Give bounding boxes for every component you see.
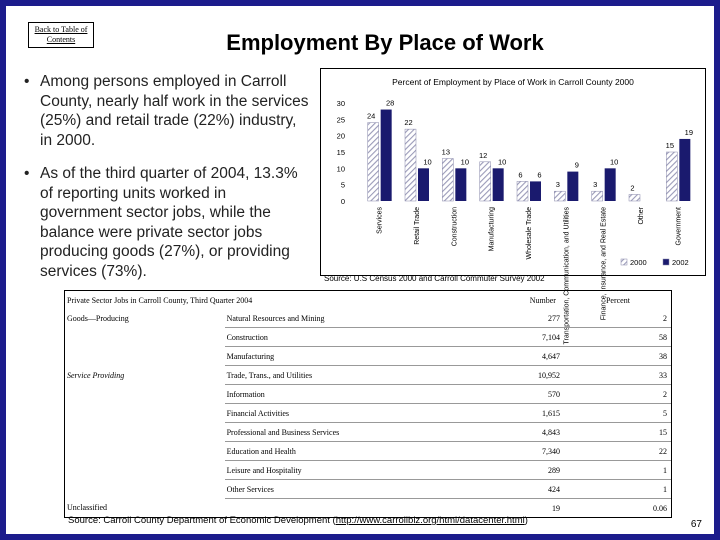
industry-cell: Natural Resources and Mining xyxy=(225,309,453,328)
group-cell xyxy=(65,328,225,347)
number-cell: 7,340 xyxy=(453,442,566,461)
group-cell: Unclassified xyxy=(67,503,107,513)
y-tick-label: 15 xyxy=(336,148,345,157)
chart-title: Percent of Employment by Place of Work in Carroll County 2000 xyxy=(392,77,634,87)
industry-cell: Trade, Trans., and Utilities xyxy=(225,366,453,385)
data-label-2000: 2 xyxy=(630,183,635,193)
x-category-label: Government xyxy=(675,207,683,246)
legend-label: 2000 xyxy=(630,258,647,267)
table-row xyxy=(65,461,671,480)
y-tick-label: 5 xyxy=(340,180,345,190)
bar-2000 xyxy=(592,191,603,201)
number-cell: 289 xyxy=(453,461,566,480)
table-row xyxy=(65,480,671,499)
percent-cell: 38 xyxy=(566,347,671,366)
bar-2002 xyxy=(567,172,578,201)
footer-source xyxy=(68,515,528,526)
data-label-2000: 22 xyxy=(404,118,413,128)
industry-cell: Manufacturing xyxy=(225,347,453,366)
y-tick-label: 0 xyxy=(340,197,345,206)
y-tick-label: 25 xyxy=(336,115,345,125)
percent-cell: 2 xyxy=(566,385,671,404)
table-row xyxy=(65,385,671,404)
table-title: Private Sector Jobs in Carroll County, Third Quarter 2004 xyxy=(67,295,253,305)
x-category-label: Manufacturing xyxy=(488,207,496,252)
group-cell xyxy=(65,385,225,404)
table-row xyxy=(65,442,671,461)
percent-cell: 1 xyxy=(566,461,671,480)
data-label-2002: 10 xyxy=(609,157,619,167)
footer-source-prefix: Source: Carroll County Department of Economic Development ( xyxy=(68,515,336,526)
number-cell: 4,843 xyxy=(453,423,566,442)
industry-cell: Other Services xyxy=(225,480,453,499)
table-row xyxy=(65,309,671,328)
bar-2002 xyxy=(679,139,690,201)
x-category-label: Transportation, Communication, and Utilities xyxy=(563,207,571,345)
industry-cell: Financial Activities xyxy=(225,404,453,423)
industry-cell: Professional and Business Services xyxy=(225,423,453,442)
bar-2000 xyxy=(480,162,491,201)
number-cell: 1,615 xyxy=(453,404,566,423)
bar-2000 xyxy=(442,159,453,201)
legend-swatch xyxy=(663,259,669,265)
bar-2000 xyxy=(666,152,677,201)
x-category-label: Construction xyxy=(451,207,459,247)
data-label-2000: 15 xyxy=(665,141,675,150)
data-label-2002: 10 xyxy=(497,157,507,167)
bar-2000 xyxy=(368,123,379,201)
table-row xyxy=(65,328,671,347)
table-row xyxy=(65,347,671,366)
percent-cell: 1 xyxy=(566,480,671,499)
percent-cell: 58 xyxy=(566,328,671,347)
data-label-2000: 6 xyxy=(518,170,523,180)
group-cell xyxy=(65,404,225,423)
x-category-label: Wholesale Trade xyxy=(526,207,533,260)
percent-cell: 15 xyxy=(566,423,671,442)
bar-2000 xyxy=(405,129,416,201)
bar-2002 xyxy=(418,168,429,201)
data-label-2002: 10 xyxy=(423,157,432,167)
page-title: Employment By Place of Work xyxy=(226,30,544,55)
bar-2002 xyxy=(493,168,504,201)
x-category-label: Other xyxy=(638,207,645,225)
x-category-label: Services xyxy=(376,207,384,234)
number-cell: 19 xyxy=(551,503,560,513)
percent-cell: 5 xyxy=(566,404,671,423)
industry-cell: Education and Health xyxy=(225,442,453,461)
group-cell xyxy=(65,423,225,442)
percent-cell: 0.06 xyxy=(653,503,667,513)
group-cell: Service Providing xyxy=(67,370,125,380)
bar-2002 xyxy=(381,110,392,201)
page-number: 67 xyxy=(690,519,702,530)
percent-cell: 2 xyxy=(566,309,671,328)
bar-2000 xyxy=(554,191,565,201)
y-tick-label: 10 xyxy=(336,164,345,174)
table-header-row xyxy=(65,291,671,309)
bullet-item: • Among persons employed in Carroll County, nearly half work in the services (25%) and retail trade (22%) industry, in 2000. xyxy=(20,72,312,150)
bar-2000 xyxy=(517,181,528,201)
column-header-percent: Percent xyxy=(605,295,630,305)
number-cell: 570 xyxy=(453,385,566,404)
number-cell: 277 xyxy=(453,309,566,328)
data-label-2002: 9 xyxy=(574,160,579,170)
number-cell: 7,104 xyxy=(453,328,566,347)
private-sector-jobs-table xyxy=(64,290,672,518)
data-label-2002: 28 xyxy=(385,98,395,108)
bar-2002 xyxy=(530,181,541,201)
back-to-toc-link[interactable]: Back to Table of Contents xyxy=(28,22,94,48)
bar-2000 xyxy=(629,194,640,201)
number-cell: 10,952 xyxy=(453,366,566,385)
data-label-2000: 24 xyxy=(366,111,376,121)
percent-cell: 33 xyxy=(566,366,671,385)
data-label-2002: 10 xyxy=(460,157,470,167)
industry-cell: Leisure and Hospitality xyxy=(225,461,453,480)
data-label-2000: 13 xyxy=(441,147,451,157)
bullet-list xyxy=(20,72,312,295)
table-row xyxy=(65,366,671,385)
percent-cell: 22 xyxy=(566,442,671,461)
group-cell: Goods—Producing xyxy=(67,313,129,323)
data-label-2002: 19 xyxy=(684,127,694,137)
column-header-number: Number xyxy=(529,295,556,305)
y-tick-label: 20 xyxy=(336,131,345,141)
number-cell: 424 xyxy=(453,480,566,499)
group-cell xyxy=(65,347,225,366)
x-category-label: Finance, Insurance, and Real Estate xyxy=(600,207,608,321)
bar-2002 xyxy=(455,168,466,201)
group-cell xyxy=(65,442,225,461)
group-cell xyxy=(65,461,225,480)
x-category-label: Retail Trade xyxy=(414,207,421,245)
chart-source: Source: U.S Census 2000 and Carroll Commuter Survey 2002 xyxy=(324,274,545,283)
data-label-2002: 6 xyxy=(537,170,542,180)
datacenter-link[interactable]: http://www.carrollbiz.org/html/datacenter.html xyxy=(335,515,525,526)
table-row xyxy=(65,404,671,423)
group-cell xyxy=(65,480,225,499)
industry-cell: Construction xyxy=(225,328,453,347)
table-row xyxy=(65,423,671,442)
bar-2002 xyxy=(605,168,616,201)
data-label-2000: 3 xyxy=(593,180,598,190)
bullet-item: • As of the third quarter of 2004, 13.3% of reporting units worked in government sector jobs, while the balance were private sector jobs producing goods (27%), or providing services (73%). xyxy=(20,164,312,281)
number-cell: 4,647 xyxy=(453,347,566,366)
data-label-2000: 3 xyxy=(555,180,560,190)
industry-cell: Information xyxy=(225,385,453,404)
footer-source-suffix: ) xyxy=(524,515,528,526)
legend-label: 2002 xyxy=(672,258,689,267)
y-tick-label: 30 xyxy=(336,99,345,108)
data-label-2000: 12 xyxy=(478,150,488,160)
legend-swatch xyxy=(621,259,627,265)
